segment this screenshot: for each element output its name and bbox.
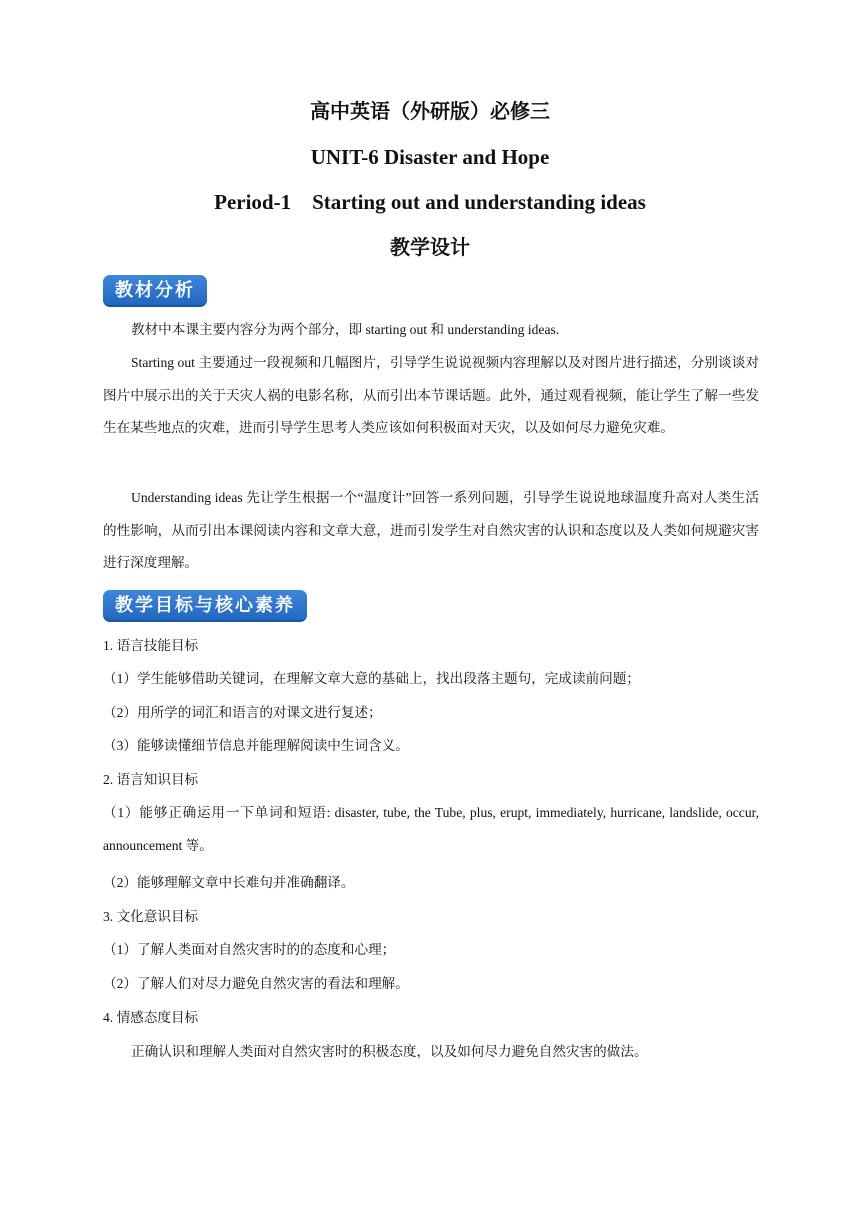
analysis-paragraph-3: Understanding ideas 先让学生根据一个“温度计”回答一系列问题，引导学生说说地球温度升高对人类生活的性影响，从而引出本课阅读内容和文章大意，进而引发学生对自然灾害的认识和态度以及人类如何规避灾害进行深度理解。 xyxy=(103,490,759,571)
goal-2-item-2: （2）能够理解文章中长难句并准确翻译。 xyxy=(103,875,355,890)
goal-1-item-1: （1）学生能够借助关键词，在理解文章大意的基础上，找出段落主题句，完成读前问题； xyxy=(103,671,640,686)
goal-1-item-2: （2）用所学的词汇和语言的对课文进行复述； xyxy=(103,705,382,720)
goal-3-item-2: （2）了解人们对尽力避免自然灾害的看法和理解。 xyxy=(103,976,409,991)
section-badge-teaching-goals: 教学目标与核心素养 xyxy=(103,590,307,622)
document-title: 高中英语（外研版）必修三 xyxy=(310,99,550,123)
unit-title: UNIT-6 Disaster and Hope xyxy=(310,145,550,169)
goal-2-heading: 2. 语言知识目标 xyxy=(103,772,199,787)
goal-1-item-3: （3）能够读懂细节信息并能理解阅读中生词含义。 xyxy=(103,738,409,753)
analysis-paragraph-1: 教材中本课主要内容分为两个部分，即 starting out 和 understanding ideas. xyxy=(131,322,560,337)
goal-3-heading: 3. 文化意识目标 xyxy=(103,909,199,924)
goal-4-heading: 4. 情感态度目标 xyxy=(103,1010,199,1025)
goal-1-heading: 1. 语言技能目标 xyxy=(103,638,199,653)
doc-type-title: 教学设计 xyxy=(390,235,470,259)
goal-2-item-1: （1）能够正确运用一下单词和短语: disaster, tube, the Tube, plus, erupt, immediately, hurricane, landslide, occur, announcement 等。 xyxy=(103,805,759,853)
analysis-paragraph-2: Starting out 主要通过一段视频和几幅图片，引导学生说说视频内容理解以及对图片进行描述，分别谈谈对图片中展示出的关于天灾人祸的电影名称，从而引出本节课话题。此外，通过观看视频，能让学生了解一些发生在某些地点的灾难，进而引导学生思考人类应该如何积极面对天灾，以及如何尽力避免灾难。 xyxy=(103,355,759,436)
period-title: Period-1 Starting out and understanding ideas xyxy=(214,190,646,214)
section-badge-textbook-analysis: 教材分析 xyxy=(103,275,207,307)
goal-4-paragraph: 正确认识和理解人类面对自然灾害时的积极态度，以及如何尽力避免自然灾害的做法。 xyxy=(131,1044,648,1059)
goal-3-item-1: （1）了解人类面对自然灾害时的的态度和心理； xyxy=(103,942,396,957)
